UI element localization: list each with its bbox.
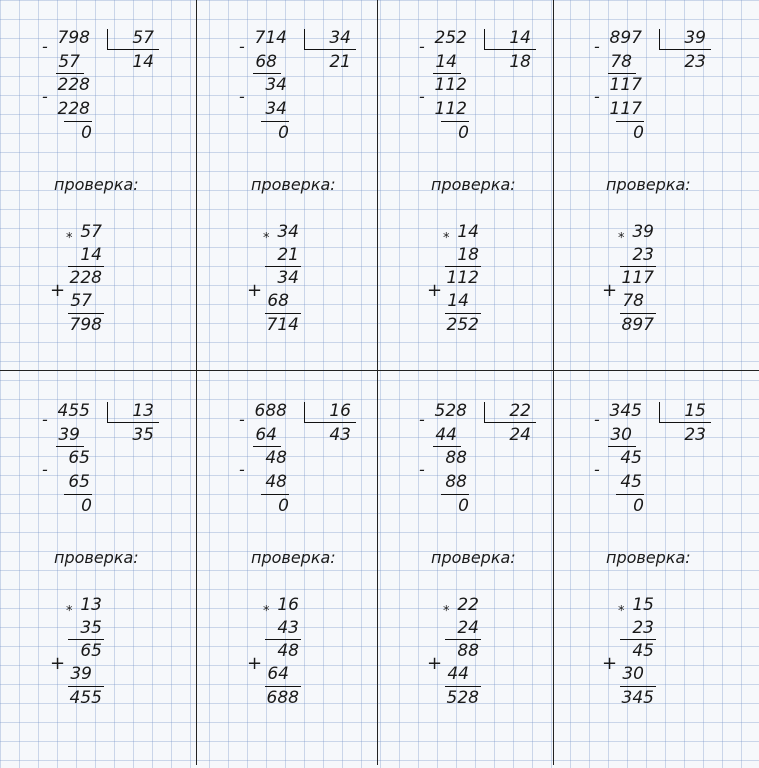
multiplication-line <box>68 639 104 640</box>
subtract-step-2: 34 <box>265 75 287 95</box>
plus-sign: + <box>50 280 66 301</box>
remainder: 0 <box>278 123 289 143</box>
subtraction-line <box>441 494 469 495</box>
product: 714 <box>266 315 299 335</box>
division-bracket-horizontal <box>304 49 356 50</box>
problem-cell <box>18 398 196 768</box>
plus-sign: + <box>602 280 618 301</box>
addition-line <box>445 313 481 314</box>
subtract-step-2: 48 <box>265 448 287 468</box>
minus-sign: - <box>419 460 425 479</box>
partial-product-1: 88 <box>457 641 479 661</box>
check-label: проверка: <box>431 175 516 194</box>
quotient: 35 <box>132 425 154 445</box>
subtract-step-1: 64 <box>255 425 277 445</box>
addition-line <box>68 313 104 314</box>
partial-product-2: 44 <box>447 664 469 684</box>
check-label: проверка: <box>251 548 336 567</box>
multiply-sign: * <box>443 231 450 246</box>
partial-product-1: 34 <box>277 268 299 288</box>
minus-sign: - <box>419 37 425 56</box>
plus-sign: + <box>50 653 66 674</box>
minus-sign: - <box>42 87 48 106</box>
partial-product-1: 117 <box>621 268 654 288</box>
subtract-step-3: 34 <box>265 99 287 119</box>
plus-sign: + <box>247 653 263 674</box>
multiplicand: 14 <box>457 222 479 242</box>
dividend: 345 <box>609 401 642 421</box>
minus-sign: - <box>594 410 600 429</box>
check-label: проверка: <box>606 548 691 567</box>
partial-product-2: 68 <box>267 291 289 311</box>
multiplicand: 13 <box>80 595 102 615</box>
subtraction-line <box>433 73 461 74</box>
subtract-step-1: 39 <box>58 425 80 445</box>
partial-product-1: 65 <box>80 641 102 661</box>
subtraction-line <box>441 121 469 122</box>
product: 528 <box>446 688 479 708</box>
subtract-step-3: 117 <box>609 99 642 119</box>
minus-sign: - <box>594 460 600 479</box>
multiply-sign: * <box>66 604 73 619</box>
multiplication-line <box>445 266 481 267</box>
remainder: 0 <box>633 496 644 516</box>
problem-cell <box>395 25 573 395</box>
minus-sign: - <box>594 87 600 106</box>
quotient: 18 <box>509 52 531 72</box>
subtraction-line <box>64 494 92 495</box>
division-bracket-horizontal <box>304 422 356 423</box>
subtract-step-2: 112 <box>434 75 467 95</box>
plus-sign: + <box>427 653 443 674</box>
subtraction-line <box>608 446 636 447</box>
subtraction-line <box>261 121 289 122</box>
subtract-step-2: 228 <box>57 75 90 95</box>
minus-sign: - <box>42 37 48 56</box>
subtraction-line <box>608 73 636 74</box>
multiplier: 23 <box>632 245 654 265</box>
division-bracket-horizontal <box>659 422 711 423</box>
problem-cell <box>215 25 393 395</box>
partial-product-2: 57 <box>70 291 92 311</box>
multiplier: 18 <box>457 245 479 265</box>
partial-product-1: 228 <box>69 268 102 288</box>
multiplication-line <box>265 266 301 267</box>
division-bracket-horizontal <box>659 49 711 50</box>
quotient: 23 <box>684 425 706 445</box>
quotient: 43 <box>329 425 351 445</box>
multiply-sign: * <box>263 231 270 246</box>
divisor: 15 <box>684 401 706 421</box>
quotient: 23 <box>684 52 706 72</box>
plus-sign: + <box>247 280 263 301</box>
remainder: 0 <box>633 123 644 143</box>
check-label: проверка: <box>54 548 139 567</box>
divisor: 14 <box>509 28 531 48</box>
remainder: 0 <box>458 123 469 143</box>
subtract-step-1: 44 <box>435 425 457 445</box>
subtract-step-2: 65 <box>68 448 90 468</box>
multiply-sign: * <box>618 231 625 246</box>
subtract-step-3: 112 <box>434 99 467 119</box>
minus-sign: - <box>42 460 48 479</box>
subtract-step-2: 45 <box>620 448 642 468</box>
addition-line <box>445 686 481 687</box>
partial-product-1: 112 <box>446 268 479 288</box>
multiplication-line <box>265 639 301 640</box>
partial-product-2: 30 <box>622 664 644 684</box>
check-label: проверка: <box>54 175 139 194</box>
addition-line <box>68 686 104 687</box>
multiply-sign: * <box>66 231 73 246</box>
minus-sign: - <box>239 37 245 56</box>
subtract-step-1: 68 <box>255 52 277 72</box>
divisor: 13 <box>132 401 154 421</box>
problem-cell <box>570 25 748 395</box>
division-bracket-horizontal <box>107 422 159 423</box>
product: 798 <box>69 315 102 335</box>
partial-product-2: 39 <box>70 664 92 684</box>
multiply-sign: * <box>263 604 270 619</box>
multiplicand: 34 <box>277 222 299 242</box>
multiplication-line <box>445 639 481 640</box>
multiplicand: 16 <box>277 595 299 615</box>
multiplier: 35 <box>80 618 102 638</box>
dividend: 798 <box>57 28 90 48</box>
subtract-step-2: 88 <box>445 448 467 468</box>
addition-line <box>265 686 301 687</box>
problem-cell <box>18 25 196 395</box>
subtraction-line <box>616 494 644 495</box>
multiplicand: 57 <box>80 222 102 242</box>
multiplier: 14 <box>80 245 102 265</box>
minus-sign: - <box>594 37 600 56</box>
minus-sign: - <box>239 87 245 106</box>
plus-sign: + <box>427 280 443 301</box>
dividend: 252 <box>434 28 467 48</box>
multiplication-line <box>620 266 656 267</box>
check-label: проверка: <box>606 175 691 194</box>
multiplier: 24 <box>457 618 479 638</box>
dividend: 688 <box>254 401 287 421</box>
quotient: 21 <box>329 52 351 72</box>
product: 897 <box>621 315 654 335</box>
dividend: 455 <box>57 401 90 421</box>
dividend: 714 <box>254 28 287 48</box>
product: 252 <box>446 315 479 335</box>
divisor: 34 <box>329 28 351 48</box>
subtraction-line <box>261 494 289 495</box>
minus-sign: - <box>239 460 245 479</box>
multiply-sign: * <box>618 604 625 619</box>
subtract-step-3: 88 <box>445 472 467 492</box>
plus-sign: + <box>602 653 618 674</box>
dividend: 528 <box>434 401 467 421</box>
multiplicand: 39 <box>632 222 654 242</box>
multiplicand: 15 <box>632 595 654 615</box>
multiplication-line <box>68 266 104 267</box>
subtraction-line <box>433 446 461 447</box>
multiply-sign: * <box>443 604 450 619</box>
subtract-step-3: 45 <box>620 472 642 492</box>
division-bracket-horizontal <box>484 422 536 423</box>
partial-product-2: 14 <box>447 291 469 311</box>
divisor: 39 <box>684 28 706 48</box>
problem-cell <box>395 398 573 768</box>
remainder: 0 <box>278 496 289 516</box>
problem-cell <box>215 398 393 768</box>
product: 688 <box>266 688 299 708</box>
subtract-step-3: 65 <box>68 472 90 492</box>
dividend: 897 <box>609 28 642 48</box>
product: 455 <box>69 688 102 708</box>
remainder: 0 <box>81 123 92 143</box>
multiplier: 23 <box>632 618 654 638</box>
product: 345 <box>621 688 654 708</box>
check-label: проверка: <box>251 175 336 194</box>
minus-sign: - <box>42 410 48 429</box>
partial-product-2: 78 <box>622 291 644 311</box>
subtract-step-2: 117 <box>609 75 642 95</box>
multiplier: 21 <box>277 245 299 265</box>
column-divider <box>196 0 197 765</box>
subtraction-line <box>64 121 92 122</box>
quotient: 14 <box>132 52 154 72</box>
subtraction-line <box>56 73 84 74</box>
divisor: 22 <box>509 401 531 421</box>
multiplicand: 22 <box>457 595 479 615</box>
remainder: 0 <box>458 496 469 516</box>
divisor: 16 <box>329 401 351 421</box>
multiplication-line <box>620 639 656 640</box>
subtract-step-1: 14 <box>435 52 457 72</box>
check-label: проверка: <box>431 548 516 567</box>
partial-product-1: 45 <box>632 641 654 661</box>
subtraction-line <box>253 446 281 447</box>
addition-line <box>265 313 301 314</box>
remainder: 0 <box>81 496 92 516</box>
minus-sign: - <box>239 410 245 429</box>
subtract-step-1: 57 <box>58 52 80 72</box>
subtraction-line <box>253 73 281 74</box>
partial-product-2: 64 <box>267 664 289 684</box>
subtract-step-3: 48 <box>265 472 287 492</box>
subtract-step-1: 30 <box>610 425 632 445</box>
subtraction-line <box>56 446 84 447</box>
addition-line <box>620 313 656 314</box>
division-bracket-horizontal <box>484 49 536 50</box>
subtraction-line <box>616 121 644 122</box>
addition-line <box>620 686 656 687</box>
quotient: 24 <box>509 425 531 445</box>
multiplier: 43 <box>277 618 299 638</box>
minus-sign: - <box>419 410 425 429</box>
partial-product-1: 48 <box>277 641 299 661</box>
subtract-step-3: 228 <box>57 99 90 119</box>
division-bracket-horizontal <box>107 49 159 50</box>
subtract-step-1: 78 <box>610 52 632 72</box>
minus-sign: - <box>419 87 425 106</box>
problem-cell <box>570 398 748 768</box>
divisor: 57 <box>132 28 154 48</box>
